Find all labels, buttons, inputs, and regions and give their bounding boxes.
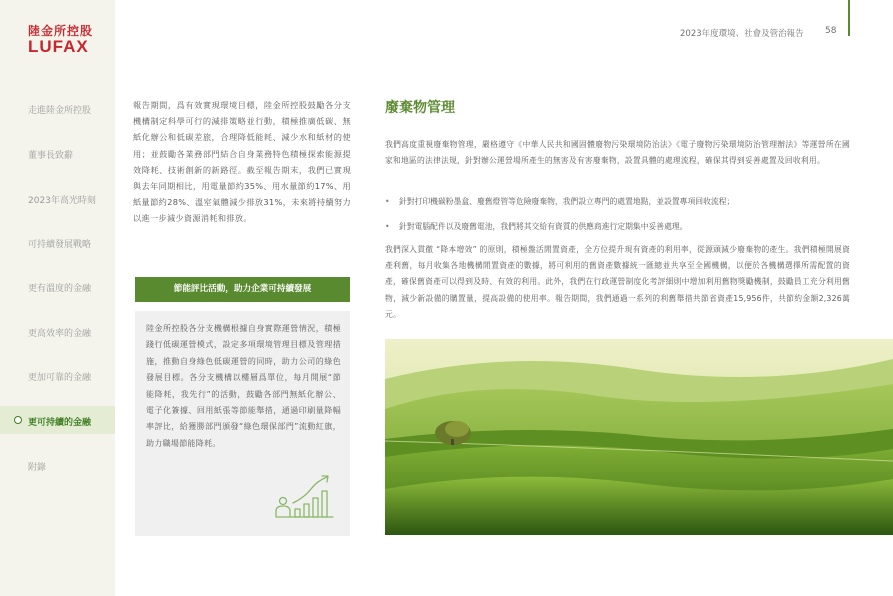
sidebar-item-strategy[interactable]: 可持續發展戰略 <box>28 240 92 250</box>
sidebar-item-highlights[interactable]: 2023年高光時刻 <box>28 196 96 206</box>
bullet-item <box>385 221 850 233</box>
sidebar-item-appendix[interactable]: 附錄 <box>28 463 47 473</box>
report-title: 2023年度環境、社會及管治報告 <box>680 29 804 39</box>
bullet-item <box>385 196 850 208</box>
sidebar-item-reliable-finance[interactable]: 更加可靠的金融 <box>28 373 92 383</box>
logo-cn-text: 陸金所控股 <box>28 24 94 38</box>
growth-chart-person-icon <box>273 471 337 521</box>
section-title: 廢棄物管理 <box>385 100 455 116</box>
sidebar-item-about[interactable]: 走進陸金所控股 <box>28 106 92 116</box>
waste-paragraph-1: 我們高度重視廢棄物管理，嚴格遵守《中華人民共和國固體廢物污染環境防治法》《電子廢物污染環境防治管理辦法》等運營所在國家和地區的法律法規，針對辦公運營場所產生的無害及有害廢棄物，設置具體的處理流程，確保其得到妥善處置及回收利用。 <box>385 140 850 166</box>
sidebar <box>0 0 115 596</box>
green-hills-photo <box>385 339 893 535</box>
active-nav-dot-icon <box>14 416 22 424</box>
case-box <box>135 311 350 536</box>
sidebar-item-efficient-finance[interactable]: 更高效率的金融 <box>28 329 92 339</box>
bullet-text: 針對打印機碳粉墨盒、廢舊燈管等危險廢棄物，我們設立專門的處置地點，並設置專項回收流程； <box>399 197 735 206</box>
logo-en-text: LUFAX <box>28 37 89 56</box>
header-accent-line <box>848 0 850 36</box>
bullet-dot-icon: • <box>385 222 390 231</box>
page-number: 58 <box>825 26 837 36</box>
bullet-dot-icon: • <box>385 197 390 206</box>
case-box-text: 陸金所控股各分支機構根據自身實際運營情況，積極踐行低碳運營模式，設定多項環境管理目標及管理措施，推動自身綠色低碳運營的同時，助力公司的綠色發展目標。各分支機構以樓層爲單位，每月開展“節能降耗，我先行”的活動，鼓勵各部門無紙化辦公、電子化簽據、回用紙張等節能舉措，通過印刷量降幅率評比，給獲勝部門頒發“綠色環保部門”流動紅旗，助力職場節能降耗。 <box>146 324 341 448</box>
lufax-logo[interactable] <box>28 24 93 56</box>
waste-paragraph-2: 我們深入貫徹 “降本增效” 的原則，積極盤活閒置資產，全方位提升現有資產的利用率，從源頭減少廢棄物的產生。我們積極開展資產利舊，每月收集各地機構閒置資產的數據，將可利用的舊資產數據統一匯總並共享至全國機構，以便於各機構選擇所需配置的資產，確保舊資產可以得到及時、有效的利用。此外，我們在行政運營制度化考評細則中增加利用舊物獎勵機制，鼓勵員工充分利用舊物，減少新設備的購置量，提高設備的使用率。報告期間，我們通過一系列的利舊舉措共節省資產15,956件，共節約金額2,326萬元。 <box>385 245 850 319</box>
sidebar-item-sustainable-finance[interactable]: 更可持續的金融 <box>28 418 92 428</box>
sidebar-item-warm-finance[interactable]: 更有溫度的金融 <box>28 284 92 294</box>
sidebar-item-chairman[interactable]: 董事長致辭 <box>28 151 74 161</box>
case-box-title: 節能評比活動，助力企業可持續發展 <box>135 277 350 302</box>
bullet-text: 針對電腦配件以及廢舊電池，我們將其交給有資質的供應商進行定期集中妥善處理。 <box>399 222 688 231</box>
left-paragraph: 報告期間，爲有效實現環境目標，陸金所控股鼓勵各分支機構制定科學可行的減排策略並行動，積極推廣低碳、無紙化辦公和低碳差旅，合理降低能耗、減少水和紙材的使用；並鼓勵各業務部門結合自身業務特色積極探索能源提效降耗、技術創新的新路徑。截至報告期末，我們已實現與去年同期相比，用電量節約35%、用水量節約17%、用紙量節約28%、溫室氣體減少排放31%，未來將持續努力以進一步減少資源消耗和排放。 <box>133 100 351 224</box>
